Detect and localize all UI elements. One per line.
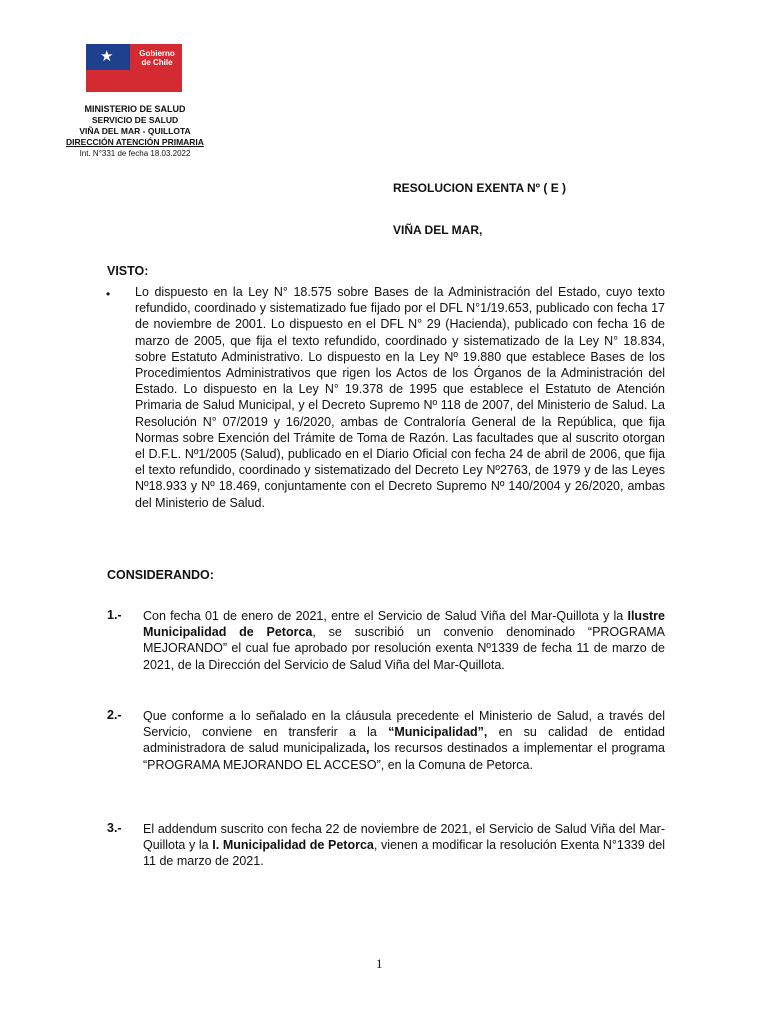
ministry-header	[60, 104, 210, 159]
item-3-text-b: , vienen a modificar la resolución Exenta N°1339 del 11 de marzo de 2021.	[143, 838, 666, 869]
item-2-text-c: los recursos destinados a implementar el programa “PROGRAMA MEJORANDO EL ACCESO”, en la Comuna de Petorca.	[143, 741, 665, 772]
visto-paragraph: Lo dispuesto en la Ley N° 18.575 sobre Bases de la Administración del Estado, cuyo texto refundido, coordinado y sistematizado fue fijado por el DFL N°1/19.653, publicado con fecha 17 de noviembre de 2001. Lo dispuesto en el DFL N° 29 (Hacienda), publicado con fecha 16 de marzo de 2005, que fija el texto refundido, coordinado y sistematizado de la Ley N° 18.834, sobre Estatuto Administrativo. Lo dispuesto en la Ley Nº 19.880 que establece Bases de los Procedimientos Administrativos que rigen los Actos de los Órganos de la Administración del Estado. Lo dispuesto en la Ley N° 19.378 de 1995 que establece el Estatuto de Atención Primaria de Salud Municipal, y el Decreto Supremo Nº 118 de 2007, del Ministerio de Salud. La Resolución N° 07/2019 y 16/2020, ambas de Contraloría General de la República, que fija Normas sobre Exención del Trámite de Toma de Razón. Las facultades que al suscrito otorgan el D.F.L. Nº1/2005 (Salud), publicado en el Diario Oficial con fecha 24 de abril de 2006, que fija el texto refundido, coordinado y sistematizado del Decreto Ley Nº2763, de 1979 y de las Leyes Nº18.933 y Nº 18.469, conjuntamente con el Decreto Supremo Nº 140/2004 y 26/2020, ambas del Ministerio de Salud.	[135, 285, 665, 510]
item-3-bold-entity: I. Municipalidad de Petorca	[212, 838, 374, 853]
ministry-name: MINISTERIO DE SALUD	[84, 104, 186, 114]
item-1-text-b: , se suscribió un convenio denominado “PROGRAMA MEJORANDO” el cual fue aprobado por resolución exenta Nº1339 de fecha 11 de marzo de 2021, de la Dirección del Servicio de Salud Viña del Mar-Quillota.	[143, 625, 665, 672]
item-1-text-a: Con fecha 01 de enero de 2021, entre el Servicio de Salud Viña del Mar-Quillota y la	[143, 609, 628, 623]
resolution-title: RESOLUCION EXENTA Nº ( E )	[393, 181, 567, 195]
gobierno-de-chile-logo	[86, 44, 182, 92]
logo-text-line-2: de Chile	[141, 58, 173, 67]
item-2-paragraph	[143, 708, 665, 773]
item-2-text-a: Que conforme a lo señalado en la cláusula precedente el Ministerio de Salud, a través del Servicio, conviene en transferir a la	[143, 709, 665, 740]
item-3-text-a: El addendum suscrito con fecha 22 de noviembre de 2021, el Servicio de Salud Viña del Mar-Quillota y la	[143, 822, 665, 853]
logo-red-band	[86, 70, 130, 92]
item-3-paragraph	[143, 821, 665, 870]
item-2-number: 2.-	[107, 708, 122, 722]
bullet-icon: •	[106, 287, 111, 301]
resolution-place: VIÑA DEL MAR,	[393, 223, 483, 237]
item-2-bold-entity: “Municipalidad”,	[388, 725, 488, 740]
star-icon: ★	[100, 48, 114, 65]
item-3-number: 3.-	[107, 821, 122, 835]
item-2-bold-comma: ,	[365, 741, 370, 756]
internal-reference: Int. N°331 de fecha 18.03.2022	[79, 149, 191, 158]
item-2-text-b: en su calidad de entidad administradora de salud municipalizada	[143, 725, 665, 756]
considerando-heading: CONSIDERANDO:	[107, 568, 214, 582]
logo-text	[134, 49, 180, 67]
department-name: DIRECCIÓN ATENCIÓN PRIMARIA	[66, 137, 204, 147]
service-name: SERVICIO DE SALUD	[91, 115, 179, 125]
item-1-paragraph	[143, 608, 665, 673]
page-number: 1	[376, 956, 383, 971]
item-1-bold-entity: Ilustre Municipalidad de Petorca	[143, 609, 665, 640]
visto-heading: VISTO:	[107, 264, 149, 278]
service-region: VIÑA DEL MAR - QUILLOTA	[79, 126, 191, 136]
logo-text-line-1: Gobierno	[139, 49, 175, 58]
item-1-number: 1.-	[107, 608, 122, 622]
